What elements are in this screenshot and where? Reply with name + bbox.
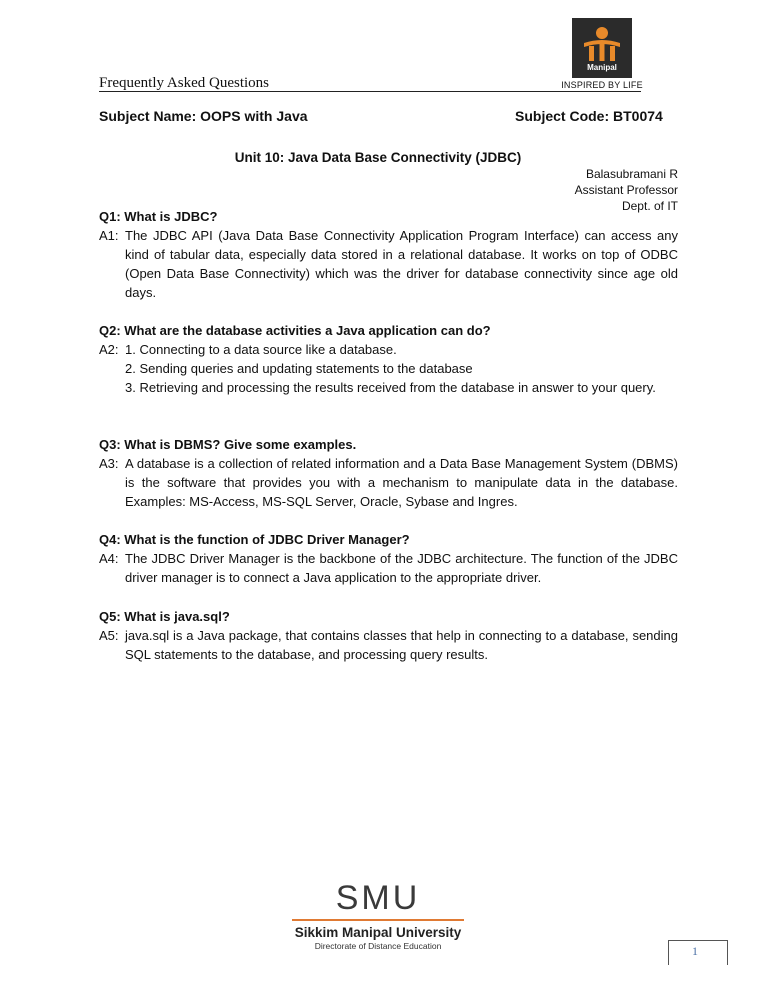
brand-tagline: INSPIRED BY LIFE — [561, 80, 643, 90]
author-name: Balasubramani R — [585, 167, 678, 181]
page-number-frame — [668, 940, 728, 965]
unit-title-text: Unit 10: Java Data Base Connectivity (JDBC) — [234, 150, 522, 165]
answer-label: A2: — [99, 342, 119, 357]
subject-name: Subject Name: OOPS with Java — [99, 108, 308, 124]
manipal-logo — [572, 18, 632, 78]
answer-label: A4: — [99, 551, 119, 566]
question-2: Q2: What are the database activities a Java application can do? — [99, 323, 491, 338]
question-4: Q4: What is the function of JDBC Driver Manager? — [99, 532, 410, 547]
qa-item-3 — [99, 435, 678, 511]
author-dept: Dept. of IT — [621, 199, 678, 213]
qa-item-4 — [99, 530, 678, 587]
answer-text: The JDBC API (Java Data Base Connectivity Application Program Interface) can access any kind of tabular data, especially data stored in a relational database. It works on top of ODBC (Open Data Base Connectivity) which was the driver for database connectivity since age old days. — [125, 228, 678, 300]
answer-5 — [99, 626, 678, 664]
subject-code: Subject Code: BT0074 — [515, 108, 663, 124]
answer-label: A5: — [99, 628, 119, 643]
question-5: Q5: What is java.sql? — [99, 609, 230, 624]
question-3: Q3: What is DBMS? Give some examples. — [99, 437, 357, 452]
university-name: Sikkim Manipal University — [294, 925, 462, 940]
smu-mark: SMU — [335, 879, 421, 917]
header-divider — [99, 91, 641, 92]
author-title: Assistant Professor — [574, 183, 678, 197]
answer-2 — [99, 340, 678, 359]
page-number: 1 — [692, 944, 698, 958]
answer-text: java.sql is a Java package, that contains classes that help in connecting to a database, sending SQL statements to the database, and processing query results. — [125, 628, 678, 662]
answer-point: 2. Sending queries and updating statements to the database — [125, 361, 473, 376]
qa-item-1 — [99, 207, 678, 302]
answer-point: 1. Connecting to a data source like a database. — [125, 342, 397, 357]
answer-point: 3. Retrieving and processing the results received from the database in answer to your query. — [125, 380, 656, 395]
directorate-name: Directorate of Distance Education — [314, 941, 442, 951]
answer-text: The JDBC Driver Manager is the backbone of the JDBC architecture. The function of the JDBC driver manager is to connect a Java application to the appropriate driver. — [125, 551, 678, 585]
smu-logo — [290, 880, 466, 951]
manipal-emblem-icon — [580, 25, 624, 65]
qa-item-5 — [99, 607, 678, 664]
answer-4 — [99, 549, 678, 587]
answer-1 — [99, 226, 678, 302]
unit-title — [0, 150, 768, 165]
answer-label: A3: — [99, 456, 119, 471]
document-type: Frequently Asked Questions — [99, 75, 269, 91]
answer-3 — [99, 454, 678, 511]
answer-label: A1: — [99, 228, 119, 243]
question-1: Q1: What is JDBC? — [99, 209, 218, 224]
smu-divider — [292, 919, 464, 921]
answer-text: A database is a collection of related information and a Data Base Management System (DBMS) is the software that provides you with a mechanism to manipulate data in the database. Examples: MS-Access, MS-SQL Server, Oracle, Sybase and Ingres. — [125, 456, 678, 509]
qa-item-2 — [99, 321, 678, 397]
brand-name: Manipal — [587, 62, 617, 72]
